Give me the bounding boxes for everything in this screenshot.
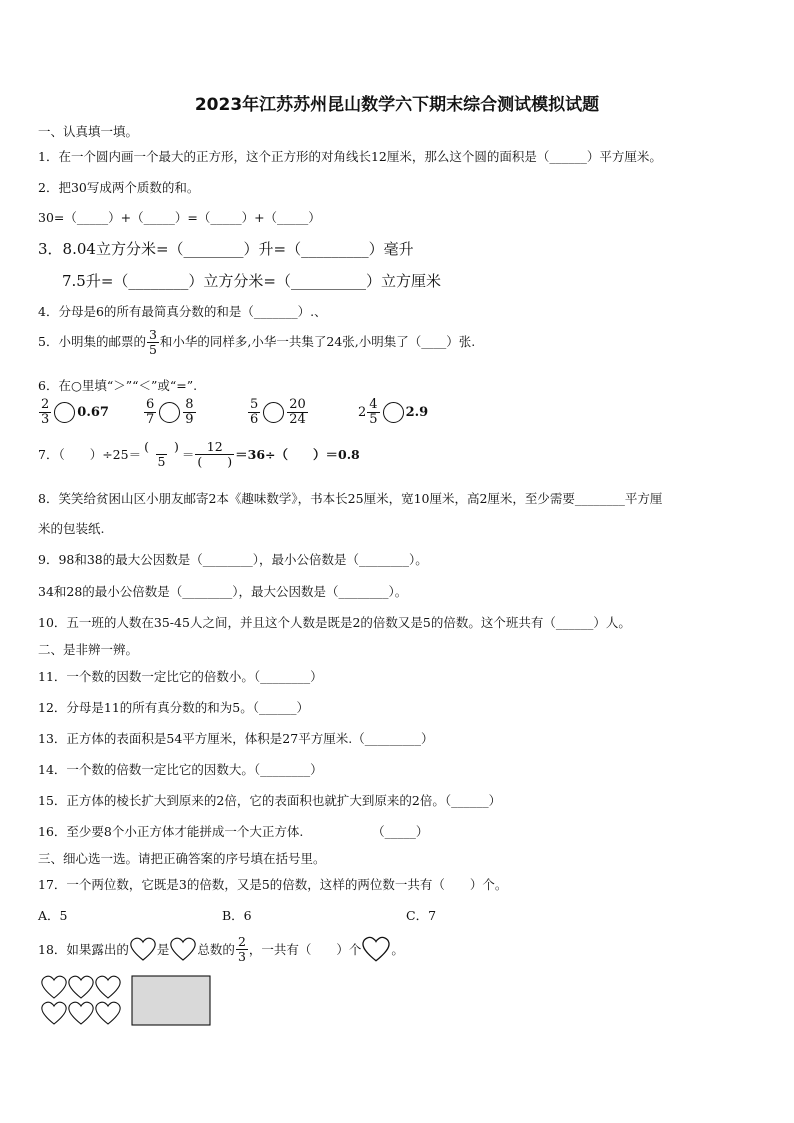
heart-icon [69, 976, 93, 998]
section-2-heading: 二、是非辨一辨。 [38, 642, 139, 657]
compare-item-d: 2 $\frac{4}{5}$ 2.9 [358, 397, 429, 428]
question-18: 18．如果露出的 是 总数的 $\frac{2}{3}$ ，一共有（ ）个 。 [38, 934, 404, 964]
question-9-cont: 34和28的最小公倍数是（________），最大公因数是（________）。 [38, 584, 408, 599]
question-11: 11．一个数的因数一定比它的倍数小。（________） [38, 669, 323, 684]
question-10: 10．五一班的人数在35-45人之间，并且这个人数是既是2的倍数又是5的倍数。这个班共有（______）人。 [38, 615, 631, 630]
section-1-heading: 一、认真填一填。 [38, 124, 139, 139]
question-3-line-1: 3．8.04立方分米=（________）升=（_________）毫升 [38, 240, 414, 258]
question-6: 6．在○里填“＞”“＜”或“=”. [38, 378, 198, 393]
compare-circle[interactable] [159, 402, 180, 423]
question-14: 14．一个数的倍数一定比它的因数大。（________） [38, 762, 323, 777]
question-2-blanks: 30=（_____）+（_____）=（_____）+（_____） [38, 210, 321, 225]
question-7: 7．（ ）÷25＝ $\frac{( )}{5}$ ＝ $\frac{12}{( )}$ ＝36÷（ ）＝0.8 [38, 439, 360, 469]
heart-icon [129, 936, 157, 962]
question-4: 4．分母是6的所有最简真分数的和是（_______）.、 [38, 304, 327, 319]
compare-circle[interactable] [263, 402, 284, 423]
section-3-heading: 三、细心选一选。请把正确答案的序号填在括号里。 [38, 851, 326, 866]
fraction: $\frac{3}{5}$ [148, 327, 157, 357]
heart-icon [96, 976, 120, 998]
heart-icon [169, 936, 197, 962]
page-title: 2023年江苏苏州昆山数学六下期末综合测试模拟试题 [194, 95, 600, 115]
question-15: 15．正方体的棱长扩大到原来的2倍，它的表面积也就扩大到原来的2倍。（______） [38, 793, 502, 808]
option-a: A．5 [38, 908, 68, 923]
question-5: 5．小明集的邮票的 $\frac{3}{5}$ 和小华的同样多,小华一共集了24张,小明集了（____）张. [38, 327, 476, 357]
heart-icon [361, 935, 391, 963]
question-13: 13．正方体的表面积是54平方厘米，体积是27平方厘米.（_________） [38, 731, 434, 746]
question-12: 12．分母是11的所有真分数的和为5。（______） [38, 700, 310, 715]
question-2: 2．把30写成两个质数的和。 [38, 180, 200, 195]
question-1: 1．在一个圆内画一个最大的正方形，这个正方形的对角线长12厘米，那么这个圆的面积是（______）平方厘米。 [38, 149, 662, 164]
option-c: C．7 [406, 908, 437, 923]
question-8-cont: 米的包装纸. [38, 521, 105, 536]
heart-icon [42, 1002, 66, 1024]
hearts-figure [40, 974, 215, 1028]
compare-item-a: $\frac{2}{3}$ 0.67 [41, 397, 109, 428]
question-16: 16．至少要8个小正方体才能拼成一个大正方体. （_____） [38, 824, 429, 839]
heart-icon [69, 1002, 93, 1024]
compare-circle[interactable] [383, 402, 404, 423]
covered-panel [132, 976, 210, 1025]
question-8: 8．笑笑给贫困山区小朋友邮寄2本《趣味数学》，书本长25厘米，宽10厘米，高2厘米，至少需要________平方厘 [38, 491, 663, 506]
option-b: B．6 [222, 908, 252, 923]
question-17: 17．一个两位数，它既是3的倍数，又是5的倍数，这样的两位数一共有（ ）个。 [38, 877, 508, 892]
heart-icon [96, 1002, 120, 1024]
question-3-line-2: 7.5升=（________）立方分米=（__________）立方厘米 [62, 272, 441, 290]
question-9: 9．98和38的最大公因数是（________），最小公倍数是（________）。 [38, 552, 428, 567]
compare-item-c: $\frac{5}{6}$ $\frac{20}{24}$ [250, 397, 306, 428]
compare-item-b: $\frac{6}{7}$ $\frac{8}{9}$ [146, 397, 194, 428]
compare-circle[interactable] [54, 402, 75, 423]
heart-icon [42, 976, 66, 998]
